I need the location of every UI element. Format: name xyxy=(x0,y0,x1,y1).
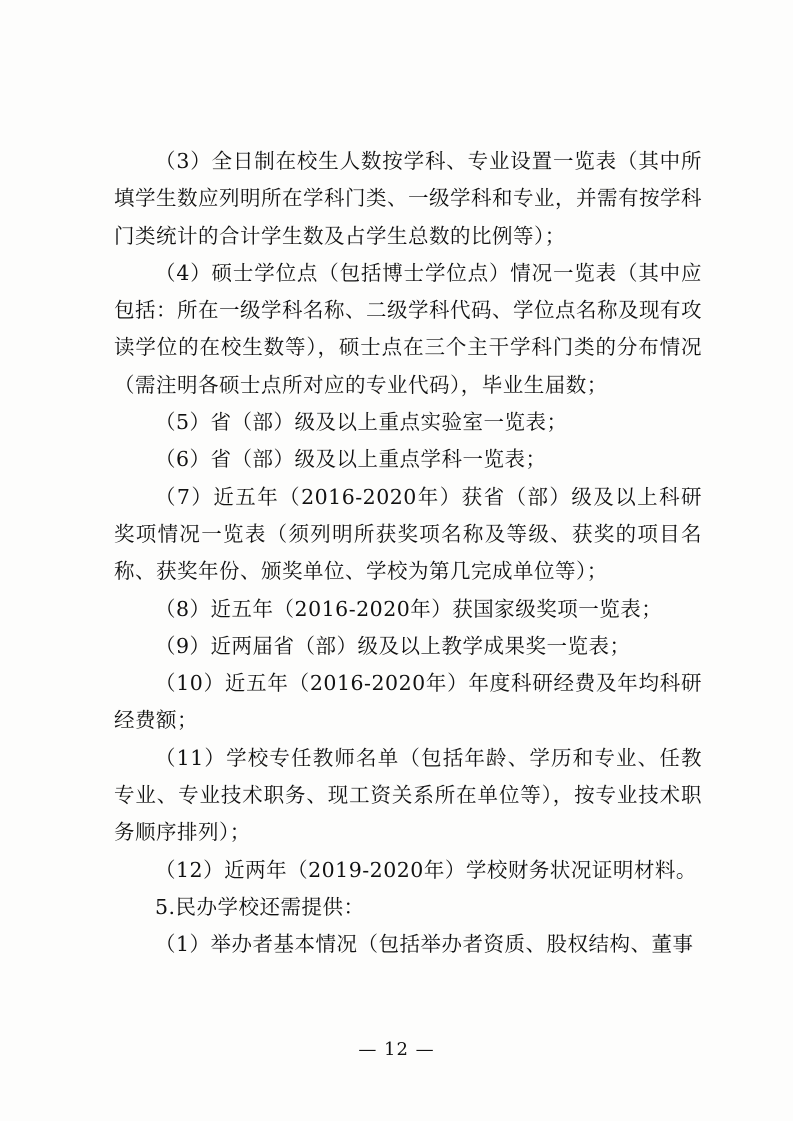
paragraph: （3）全日制在校生人数按学科、专业设置一览表（其中所填学生数应列明所在学科门类、一级学科和专业，并需有按学科门类统计的合计学生数及占学生总数的比例等）； xyxy=(114,149,702,248)
paragraph: （4）硕士学位点（包括博士学位点）情况一览表（其中应包括：所在一级学科名称、二级学科代码、学位点名称及现有攻读学位的在校生数等），硕士点在三个主干学科门类的分布情况（需注明各硕士点所对应的专业代码），毕业生届数； xyxy=(114,260,702,397)
paragraph: （12）近两年（2019-2020年）学校财务状况证明材料。 xyxy=(155,857,697,882)
section-heading: 5.民办学校还需提供： xyxy=(155,894,365,919)
page-number: — 12 — xyxy=(358,1039,435,1060)
paragraph: （5）省（部）级及以上重点实验室一览表； xyxy=(155,410,568,435)
paragraph: （8）近五年（2016-2020年）获国家级奖项一览表； xyxy=(155,596,663,621)
paragraph: （9）近两届省（部）级及以上教学成果奖一览表； xyxy=(155,633,631,658)
paragraph: （7）近五年（2016-2020年）获省（部）级及以上科研奖项情况一览表（须列明所获奖项名称及等级、获奖的项目名称、获奖年份、颁奖单位、学校为第几完成单位等）； xyxy=(114,484,702,584)
paragraph: （11）学校专任教师名单（包括年龄、学历和专业、任教专业、专业技术职务、现工资关系所在单位等），按专业技术职务顺序排列）； xyxy=(114,745,702,845)
paragraph: （1）举办者基本情况（包括举办者资质、股权结构、董事 xyxy=(155,932,694,957)
paragraph: （10）近五年（2016-2020年）年度科研经费及年均科研经费额； xyxy=(114,671,702,733)
paragraph: （6）省（部）级及以上重点学科一览表； xyxy=(155,447,547,472)
document-body xyxy=(114,143,702,964)
